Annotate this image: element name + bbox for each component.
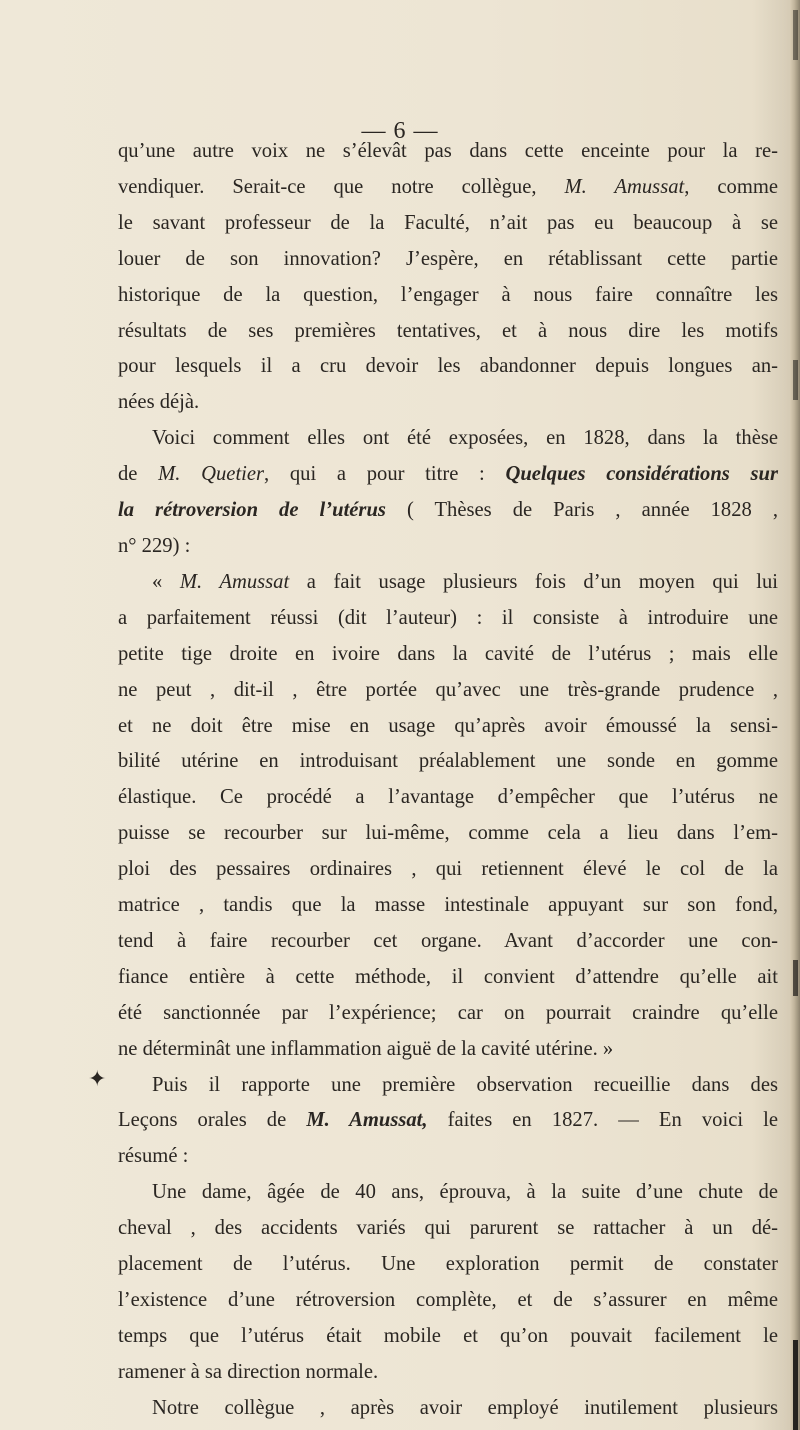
text-segment: a parfaitement réussi (dit l’auteur) : il consiste à introduire une — [118, 606, 778, 629]
text-line — [118, 1391, 778, 1427]
text-segment: Leçons orales de — [118, 1109, 307, 1132]
text-line — [118, 278, 778, 314]
text-segment: faites en 1827. — En voici le — [427, 1109, 779, 1132]
margin-mark: ✦ — [88, 1066, 107, 1091]
text-line — [118, 996, 778, 1032]
text-line — [118, 529, 778, 565]
text-line — [118, 170, 778, 206]
text-segment: placement de l’utérus. Une exploration permit de constater — [118, 1253, 778, 1276]
text-segment: , comme — [684, 175, 778, 198]
text-segment: fiance entière à cette méthode, il convient d’attendre qu’elle ait — [118, 965, 778, 988]
text-segment: nées déjà. — [118, 391, 200, 414]
text-line — [118, 1355, 778, 1391]
text-line — [118, 852, 778, 888]
text-line — [118, 1319, 778, 1355]
text-segment: Puis il rapporte une première observation recueillie dans des — [152, 1073, 778, 1096]
text-line — [118, 637, 778, 673]
text-line — [118, 1139, 778, 1175]
text-segment: qu’une autre voix ne s’élevât pas dans cette enceinte pour la re- — [118, 140, 778, 162]
text-line — [118, 673, 778, 709]
text-line — [118, 1032, 778, 1068]
text-line — [118, 1211, 778, 1247]
text-line — [118, 314, 778, 350]
text-segment: résumé : — [118, 1145, 189, 1168]
text-line — [118, 349, 778, 385]
text-segment: ploi des pessaires ordinaires , qui retiennent élevé le col de la — [118, 858, 778, 881]
emphasis-text: la rétroversion de l’utérus — [118, 499, 386, 522]
text-line — [118, 1247, 778, 1283]
text-segment: ramener à sa direction normale. — [118, 1360, 379, 1383]
text-segment: bilité utérine en introduisant préalablement une sonde en gomme — [118, 750, 778, 773]
text-segment: pour lesquels il a cru devoir les abandonner depuis longues an- — [118, 355, 778, 378]
text-segment: Voici comment elles ont été exposées, en 1828, dans la thèse — [152, 427, 778, 450]
text-line — [118, 206, 778, 242]
text-segment: ( Thèses de Paris , année 1828 , — [385, 499, 779, 522]
emphasis-text: Quelques considérations sur — [505, 463, 778, 486]
text-segment: Notre collègue , après avoir employé inutilement plusieurs — [152, 1396, 778, 1419]
text-segment: vendiquer. Serait-ce que notre collègue, — [118, 175, 565, 198]
text-line — [118, 242, 778, 278]
text-segment: petite tige droite en ivoire dans la cavité de l’utérus ; mais elle — [118, 642, 778, 665]
text-segment: été sanctionnée par l’expérience; car on pourrait craindre qu’elle — [118, 1001, 778, 1024]
text-segment: et ne doit être mise en usage qu’après avoir émoussé la sensi- — [118, 714, 778, 737]
text-segment: ne déterminât une inflammation aiguë de la cavité utérine. » — [118, 1037, 614, 1060]
text-line — [118, 816, 778, 852]
text-segment: louer de son innovation? J’espère, en rétablissant cette partie — [118, 247, 778, 270]
text-line — [118, 1103, 778, 1139]
text-line — [118, 421, 778, 457]
text-line — [118, 1068, 778, 1104]
text-line — [118, 960, 778, 996]
emphasis-text: M. Amussat — [564, 175, 685, 198]
text-segment: cheval , des accidents variés qui parurent se rattacher à un dé- — [118, 1217, 778, 1240]
page-edge — [790, 0, 800, 1430]
text-line — [118, 457, 778, 493]
text-line — [118, 888, 778, 924]
text-line — [118, 385, 778, 421]
text-line — [118, 744, 778, 780]
text-line — [118, 565, 778, 601]
emphasis-text: M. Amussat — [179, 570, 290, 593]
text-segment: de — [118, 463, 159, 486]
page-number: — 6 — — [361, 118, 439, 144]
text-segment: tend à faire recourber cet organe. Avant d’accorder une con- — [118, 929, 778, 952]
text-segment: ne peut , dit-il , être portée qu’avec une très-grande prudence , — [118, 678, 778, 701]
text-line — [118, 709, 778, 745]
text-line — [118, 924, 778, 960]
text-segment: historique de la question, l’engager à nous faire connaître les — [118, 283, 778, 306]
text-line — [118, 1175, 778, 1211]
text-segment: temps que l’utérus était mobile et qu’on pouvait facilement le — [118, 1324, 778, 1347]
text-segment: Une dame, âgée de 40 ans, éprouva, à la suite d’une chute de — [152, 1181, 778, 1204]
text-segment: n° 229) : — [118, 534, 191, 557]
text-line — [118, 134, 778, 170]
text-segment: matrice , tandis que la masse intestinale appuyant sur son fond, — [118, 894, 778, 917]
text-segment: l’existence d’une rétroversion complète, et de s’assurer en même — [118, 1289, 778, 1311]
text-line — [118, 601, 778, 637]
text-segment: , qui a pour titre : — [264, 463, 506, 486]
text-segment: « — [152, 570, 180, 593]
text-segment: a fait usage plusieurs fois d’un moyen qui lui — [289, 570, 779, 593]
text-line — [118, 780, 778, 816]
text-segment: puisse se recourber sur lui-même, comme cela a lieu dans l’em- — [118, 822, 778, 845]
text-line — [118, 493, 778, 529]
emphasis-text: M. Quetier — [158, 463, 265, 486]
text-segment: élastique. Ce procédé a l’avantage d’empêcher que l’utérus ne — [118, 786, 778, 809]
emphasis-text: M. Amussat, — [306, 1109, 428, 1132]
body-text — [118, 134, 778, 1427]
text-segment: le savant professeur de la Faculté, n’ait pas eu beaucoup à se — [118, 211, 778, 234]
text-segment: résultats de ses premières tentatives, et à nous dire les motifs — [118, 319, 778, 342]
text-line — [118, 1283, 778, 1319]
